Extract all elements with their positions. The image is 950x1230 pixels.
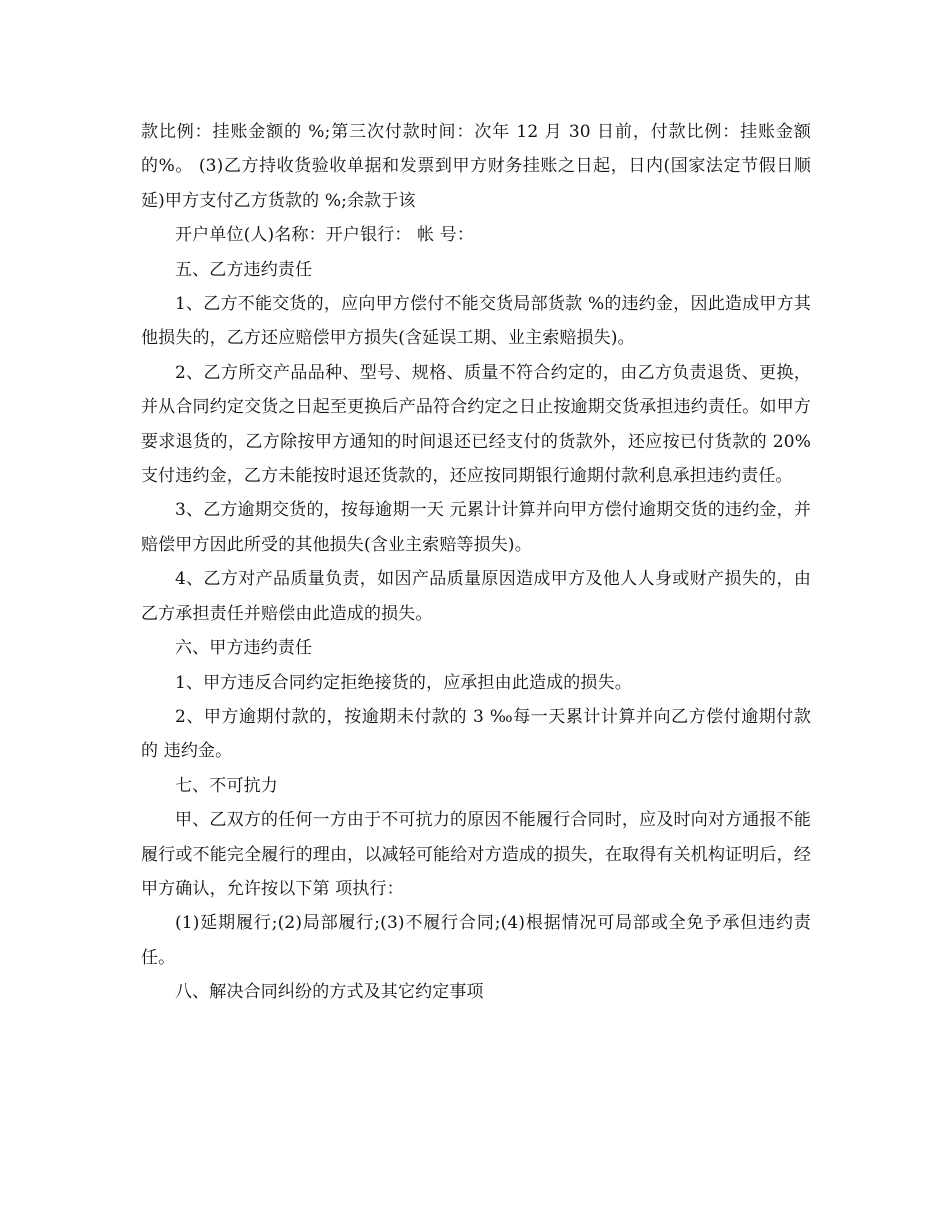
section-heading-party-b-liability: 五、乙方违约责任	[175, 259, 313, 280]
paragraph-payment-terms: 款比例：挂账金额的 %;第三次付款时间：次年 12 月 30 日前，付款比例：挂账金额的%。 (3)乙方持收货验收单据和发票到甲方财务挂账之日起，日内(国家法定节假日顺延)甲方支付乙方货款的 %;余款于该	[141, 122, 811, 211]
paragraph-b-clause-1: 1、乙方不能交货的，应向甲方偿付不能交货局部货款 %的违约金，因此造成甲方其他损失的，乙方还应赔偿甲方损失(含延误工期、业主索赔损失)。	[141, 294, 811, 349]
section-heading-force-majeure: 七、不可抗力	[175, 775, 278, 796]
paragraph-force-majeure-options: (1)延期履行;(2)局部履行;(3)不履行合同;(4)根据情况可局部或全免予承但违约责任。	[141, 913, 811, 968]
paragraph-b-clause-2: 2、乙方所交产品品种、型号、规格、质量不符合约定的，由乙方负责退货、更换，并从合同约定交货之日起至更换后产品符合约定之日止按逾期交货承担违约责任。如甲方要求退货的，乙方除按甲方通知的时间退还已经支付的货款外，还应按已付货款的 20%支付违约金，乙方未能按时退还货款的，还应按同期银行逾期付款利息承担违约责任。	[141, 362, 811, 487]
paragraph-force-majeure: 甲、乙双方的任何一方由于不可抗力的原因不能履行合同时，应及时向对方通报不能履行或不能完全履行的理由，以减轻可能给对方造成的损失，在取得有关机构证明后，经甲方确认，允许按以下第 项执行：	[141, 810, 811, 899]
paragraph-a-clause-2: 2、甲方逾期付款的，按逾期未付款的 3 ‰每一天累计计算并向乙方偿付逾期付款的 违约金。	[141, 706, 811, 762]
paragraph-bank-account: 开户单位(人)名称：开户银行： 帐 号：	[175, 225, 475, 246]
section-heading-party-a-liability: 六、甲方违约责任	[175, 638, 313, 659]
section-heading-dispute-resolution: 八、解决合同纠纷的方式及其它约定事项	[175, 982, 484, 1003]
paragraph-b-clause-3: 3、乙方逾期交货的，按每逾期一天 元累计计算并向甲方偿付逾期交货的违约金，并赔偿甲方因此所受的其他损失(含业主索赔等损失)。	[141, 500, 811, 555]
paragraph-b-clause-4: 4、乙方对产品质量负责，如因产品质量原因造成甲方及他人人身或财产损失的，由乙方承担责任并赔偿由此造成的损失。	[141, 569, 811, 624]
document-body	[141, 115, 811, 1010]
paragraph-a-clause-1: 1、甲方违反合同约定拒绝接货的，应承担由此造成的损失。	[175, 672, 632, 693]
